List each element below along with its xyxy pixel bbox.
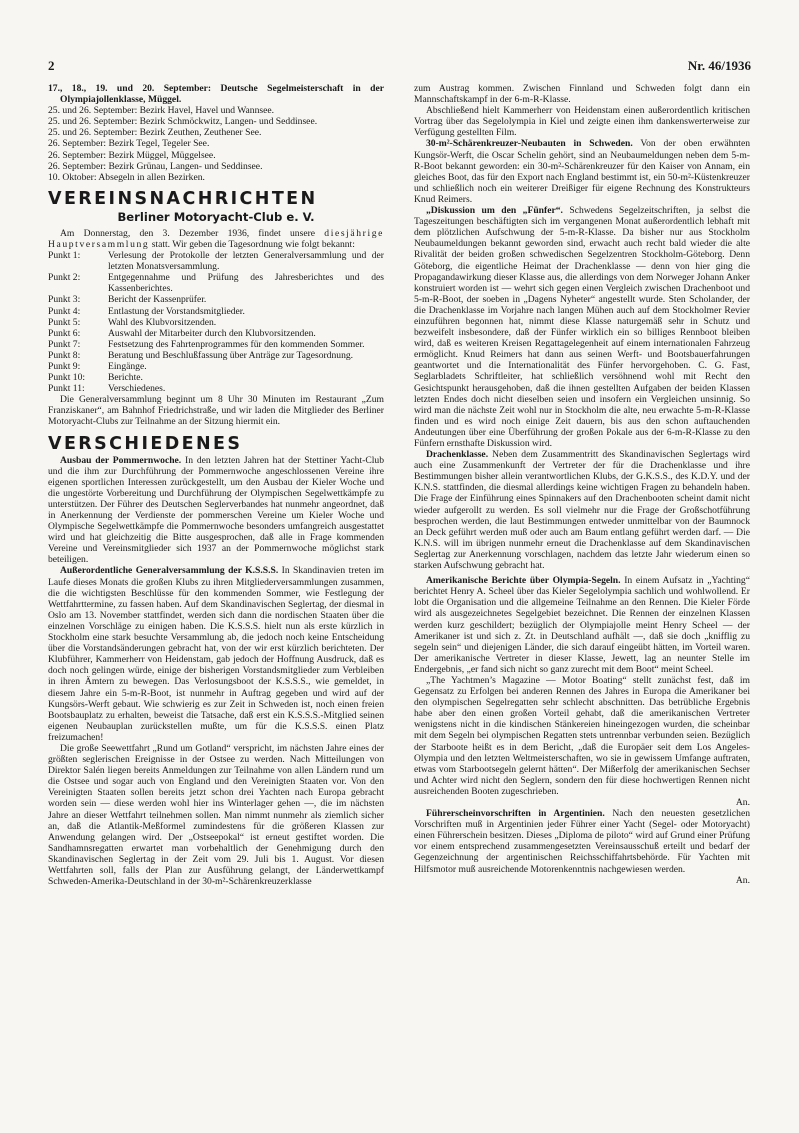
- article-continuation: zum Austrag kommen. Zwischen Finnland und Schweden folgt dann ein Mannschaftskampf in der 6-m-R-Klasse.: [414, 83, 750, 106]
- invite-paragraph: Am Donnerstag, den 3. Dezember 1936, findet unsere diesjährige Hauptversammlung statt. Wir geben die Tagesordnung wie folgt bekannt:: [48, 227, 384, 250]
- page-number: 2: [48, 58, 55, 73]
- article-heading: Drachenklasse.: [426, 449, 489, 461]
- invite-closing: Die Generalversammlung beginnt um 8 Uhr 30 Minuten im Restaurant „Zum Franziskaner“, am Bahnhof Friedrichstraße, und wir laden die Mitglieder des Berliner Motoryacht-Clubs zur Teilnahme an der Sitzung hiermit ein.: [48, 394, 384, 428]
- agenda-item: Punkt 2: Entgegennahme und Prüfung des Jahresberichtes und des Kassenberichtes.: [48, 272, 384, 295]
- article-heading: Ausbau der Pommernwoche.: [60, 454, 182, 466]
- regatta-item: 26. September: Bezirk Grünau, Langen- und Seddinsee.: [48, 160, 263, 172]
- page-header: [48, 58, 751, 74]
- author-sign: An.: [735, 874, 750, 886]
- article-heidenstam: Abschließend hielt Kammerherr von Heidenstam einen außerordentlich kritischen Vortrag über das Segelolympia in Kiel und zeigte einen ihm dankenswerterweise zur Verfügung gestellten Film.: [414, 105, 750, 139]
- regatta-list: [48, 83, 384, 183]
- right-column: [414, 83, 750, 886]
- article-heading: Amerikanische Berichte über Olympia-Segeln.: [426, 575, 621, 587]
- agenda-item: Punkt 9: Eingänge.: [48, 360, 147, 372]
- article-motorboating: „The Yachtmen’s Magazine — Motor Boating“ stellt zunächst fest, daß im Gegensatz zu Erfolgen bei anderen Rennen des Jahres in Europa die Amerikaner bei den olympischen Segelregatten sehr schlecht abschnitten. Das betrübliche Ergebnis habe aber den einen großen Vorteil gehabt, daß die amerikanischen Vertreter wenigstens nicht in die kindischen Stänkereien hineingezogen wurden, die scheinbar mit dem Segeln bei olympischen Regatten stets untrennbar verbunden seien. Bezüglich der Starboote heißt es in dem Bericht, „daß die Europäer seit dem Los Angeles-Olympia und den letzten Weltmeisterschaften, wo sie in gewissem Umfange auftraten, etwas vom Starbootsegeln gelernt hätten“. Der Mißerfolg der amerikanischen Sechser und Achter wird nicht den Seglern, sondern den für diese hochwertigen Rennen nicht ausreichenden Booten zugeschrieben.: [414, 674, 750, 797]
- agenda-item: Punkt 5: Wahl des Klubvorsitzenden.: [48, 316, 217, 328]
- article-pommernwoche: Ausbau der Pommernwoche. In den letzten Jahren hat der Stettiner Yacht-Club und die ihm zur Durchführung der Pommernwoche angeschlossenen Vereine ihre eigenen sportlichen Interessen zurückgestellt, um den Ausbau der Kieler Woche und die ungestörte Vorbereitung und Durchführung der Olympischen Segelwettkämpfe zu unterstützen. Der Führer des Deutschen Seglerverbandes hat nunmehr angeordnet, daß in Anerkennung der Verdienste der pommerschen Vereine um Kieler Woche und Olympische Segelwettkämpfe die Pommernwoche besonders umfangreich ausgestattet wird und hat gleichzeitig die Bitte ausgesprochen, daß alle in Frage kommenden Vereine und Vereinsmitglieder sich 1937 an der Pommernwoche möglichst stark beteiligen.: [48, 454, 384, 566]
- article-amerika: Amerikanische Berichte über Olympia-Segeln. In einem Aufsatz in „Yachting“ berichtet Henry A. Scheel über das Kieler Segelolympia sachlich und wohlwollend. Er lobt die Organisation und die allgemeine Teilnahme an den Rennen. Die Kieler Förde wird als ausgezeichnetes Segelgebiet bezeichnet. Die Rennen der einzelnen Klassen werden kurz geschildert; bezüglich der Olympiajolle meint Henry Scheel — der Amerikaner ist und sich z. Zt. in Deutschland aufhält —, daß sie doch „knifflig zu segeln sein“ und diejenigen Länder, die sich darauf eingeübt hätten, im Vorteil waren. Der amerikanische Vertreter in dieser Klasse, Jewett, lag an neunter Stelle im Endergebnis, „er fand sich nicht so ganz zurecht mit dem Boot“ meint Scheel.: [414, 575, 750, 675]
- agenda-item: Punkt 7: Festsetzung des Fahrtenprogrammes für den kommenden Sommer.: [48, 338, 365, 350]
- agenda-item: Punkt 4: Entlastung der Vorstandsmitglieder.: [48, 305, 245, 317]
- article-fuenfer: „Diskussion um den „Fünfer“. Schwedens Segelzeitschriften, ja selbst die Tageszeitungen beschäftigten sich im vergangenen Monat außerordentlich lebhaft mit dem plötzlichen Aufschwung der 5-m-R-Klasse. Da bisher nur aus Stockholm Neubaumeldungen bekannt geworden sind, erwacht auch recht bald wieder die alte Rivalität der beiden großen schwedischen Segelzentren Stockholm-Göteborg. Denn Göteborg, die eigentliche Heimat der Drachenklasse — denn von hier ging die Propagandawirkung dieser Klasse aus, die allerdings von dem Norweger Johann Anker konstruiert worden ist — wehrt sich gegen einen Vergleich zwischen Drachenboot und 5-m-R-Boot, der soeben in „Dagens Nyheter“ angestellt wurde. Sten Scholander, der die Drachenklasse im Vorjahre nach langen Mühen auch auf dem Stockholmer Revier einzuführen begonnen hat, nimmt diese Klasse naturgemäß sehr in Schutz und bezweifelt insbesondere, daß der Fünfer wirklich ein so billiges Rennboot bleiben wird, daß es weiteren Kreisen Regattagelegenheit auf einem internationalen Fahrzeug ermöglicht. Knud Reimers hat dann aus seinen Werft- und Bootsbauerfahrungen geantwortet und die Internationalität des Fünfer hervorgehoben. C. G. Fast, Seglarbladets Schriftleiter, hat schließlich versöhnend wohl mit Recht den Gesichtspunkt herausgehoben, daß die ihnen gestellten Aufgaben der beiden Klassen letzten Endes doch nicht dieselben seien und insofern ein Vergleichen unsinnig. So wird man die nächste Zeit wohl nur in Stockholm die alte, neu erwachte 5-m-R-Klasse finden und es wird noch einige Zeit dauern, bis aus den schon auftauchenden Andeutungen über eine Überführung der großen Pokale aus der 6-m-R-Klasse zu den Fünfern ernsthafte Diskussion wird.: [414, 205, 750, 449]
- agenda-item: Punkt 10: Berichte.: [48, 372, 143, 384]
- article-generalversammlung: Außerordentliche Generalversammlung der K.S.S.S. In Skandinavien treten im Laufe dieses Monats die großen Klubs zu ihren Mitgliederversammlungen zusammen, die die wichtigsten Beschlüsse für den kommenden Sommer, wie Festlegung der Wettfahrttermine, zu fassen haben. Auf dem Skandinavischen Seglertag, der diesmal in Oslo am 13. November stattfindet, werden sich dann die nordischen Staaten über die einzelnen Vorschläge zu einigen haben. Die K.S.S.S. hielt nun als erste kürzlich in Stockholm eine stark besuchte Versammlung ab, die jedoch noch keine Entscheidung über die Vorstandsänderungen gebracht hat, von der wir erst kürzlich berichteten. Der Klubführer, Kammerherr von Heidenstam, gab jedoch der Hoffnung Ausdruck, daß es doch noch gelingen würde, einige der bisherigen Vorstandsmitglieder zum Verbleiben in ihren Ämtern zu bewegen. Das Verlosungsboot der K.S.S.S., wie gemeldet, in diesem Jahre ein 5-m-R-Boot, ist nunmehr in Auftrag gegeben und wird auf der Kungsörs-Werft gebaut. Wie schwierig es zur Zeit in Schweden ist, noch einen freien Bootsbauplatz zu erhalten, beweist die Tatsache, daß erst ein K.S.S.S.-Mitglied seinen eigenen Neubauplan zurückstellen mußte, um für die K.S.S.S. einen Platz freizumachen!: [48, 565, 384, 743]
- regatta-item: 25. und 26. September: Bezirk Zeuthen, Zeuthener See.: [48, 127, 262, 139]
- article-neubauten: 30-m²-Schärenkreuzer-Neubauten in Schweden. Von der oben erwähnten Kungsör-Werft, die Oscar Schelin gehört, sind an Neubaumeldungen neben dem 5-m-R-Boot bekannt geworden: ein 30-m²-Schärenkreuzer für den Kaiser von Annam, ein gleiches Boot, das für den Export nach England bestimmt ist, ein 50-m²-Küstenkreuzer und schließlich noch ein weiterer Dreißiger für eigene Rechnung des Konstrukteurs Knud Reimers.: [414, 138, 750, 205]
- regatta-item: 10. Oktober: Absegeln in allen Bezirken.: [48, 171, 205, 183]
- article-heading: Außerordentliche Generalversammlung der K.S.S.S.: [60, 565, 279, 577]
- regatta-item: 26. September: Bezirk Tegel, Tegeler See.: [48, 138, 210, 150]
- agenda-item: Punkt 11: Verschiedenes.: [48, 383, 166, 395]
- regatta-item: 25. und 26. September: Bezirk Havel, Havel und Wannsee.: [48, 105, 275, 117]
- article-drachenklasse: Drachenklasse. Neben dem Zusammentritt des Skandinavischen Seglertags wird auch eine Zusammenkunft der Vertreter der für die Drachenklasse und ihre Bestimmungen bisher allein verantwortlichen Klubs, der G.K.S.S., des K.D.Y. und der K.N.S. stattfinden, die diesmal allerdings keine wichtigen Fragen zu behandeln haben. Die Frage der Einführung eines Spinnakers auf den Drachenbooten scheint damit nicht wieder aufgerollt zu werden. Es soll vielmehr nur die Frage der Großschotführung besprochen werden, die laut Bestimmungen entweder unmittelbar von der Baumnock an Deck geführt werden muß oder auch am Baum entlang geführt werden darf. — Die K.N.S. will im übrigen nunmehr erneut die Drachenklasse auf dem Skandinavischen Seglertag zur Anerkennung vorschlagen, nachdem das letzte Jahr wiederum einen so starken Aufschwung gebracht hat.: [414, 449, 750, 572]
- article-argentinien: Führerscheinvorschriften in Argentinien. Nach den neuesten gesetzlichen Vorschriften muß in Argentinien jeder Führer einer Yacht (Segel- oder Motoryacht) einen Führerschein besitzen. Dieses „Diploma de piloto“ wird auf Grund einer Prüfung vor einem entsprechend zusammengesetzten Vereinsausschuß erteilt und bedarf der Gegenzeichnung der argentinischen Reichsschiffahrtsbehörde. Für Yachten mit Hilfsmotor muß ausreichende Motorenkenntnis nachgewiesen werden.: [414, 808, 750, 875]
- left-column: [48, 83, 384, 887]
- agenda-item: Punkt 1: Verlesung der Protokolle der letzten Generalversammlung und der letzten Monatsversammlung.: [48, 250, 384, 273]
- article-heading: „Diskussion um den „Fünfer“.: [426, 205, 563, 217]
- article-heading: 30-m²-Schärenkreuzer-Neubauten in Schweden.: [426, 138, 633, 150]
- club-name: Berliner Motoryacht-Club e. V.: [117, 209, 315, 224]
- regatta-item: 17., 18., 19. und 20. September: Deutsche Segelmeisterschaft in der Olympiajollenklasse, Müggel.: [48, 83, 384, 106]
- section-title-verschiedenes: VERSCHIEDENES: [48, 433, 243, 454]
- regatta-item: 26. September: Bezirk Müggel, Müggelsee.: [48, 149, 216, 161]
- regatta-item: 25. und 26. September: Bezirk Schmöckwitz, Langen- und Seddinsee.: [48, 116, 318, 128]
- agenda-item: Punkt 8: Beratung und Beschlußfassung über Anträge zur Tagesordnung.: [48, 349, 354, 361]
- issue-number: Nr. 46/1936: [687, 58, 751, 73]
- article-heading: Führerscheinvorschriften in Argentinien.: [426, 808, 605, 820]
- author-sign: An.: [735, 797, 750, 808]
- agenda-item: Punkt 6: Auswahl der Mitarbeiter durch den Klubvorsitzenden.: [48, 327, 316, 339]
- section-title-vereinsnachrichten: VEREINSNACHRICHTEN: [48, 188, 318, 209]
- article-gotland: Die große Seewettfahrt „Rund um Gotland“ verspricht, im nächsten Jahre eines der größten seglerischen Ereignisse in der Ostsee zu werden. Nach Mitteilungen von Direktor Salén liegen bereits Anmeldungen zur Teilnahme von allen Ländern rund um die Ostsee und sogar auch von England und den Vereinigten Staaten vor. Von den Vereinigten Staaten sollen bereits jetzt schon drei Yachten nach Europa gebracht worden sein — diese werden wohl hier ins Winterlager gehen —, die im nächsten Jahre an dieser Wettfahrt teilnehmen sollen. Man nimmt nunmehr als ziemlich sicher an, daß die Atlantik-Meßformel zumindestens für die größeren Klassen zur Anwendung gelangen wird. Der „Ostseepokal“ ist erneut gestiftet worden. Die Sandhamnsregatten erwartet man vorbehaltlich der Genehmigung durch den Skandinavischen Seglertag in der Zeit vom 29. Juli bis 1. August. Vor diesen Wettfahrten soll, falls der Plan zur Ausführung gelangt, der Länderwettkampf Schweden-Amerika-Deutschland in der 30-m²-Schärenkreuzerklasse: [48, 742, 384, 888]
- agenda-item: Punkt 3: Bericht der Kassenprüfer.: [48, 294, 207, 306]
- agenda-list: [48, 250, 384, 394]
